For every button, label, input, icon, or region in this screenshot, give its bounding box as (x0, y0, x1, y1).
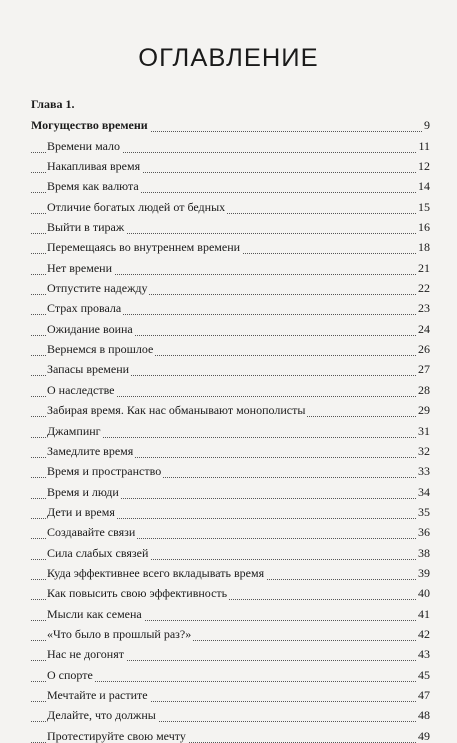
toc-entry-page: 11 (418, 138, 430, 153)
toc-entry-page: 42 (418, 626, 430, 641)
toc-entry-title: Вернемся в прошлое (47, 342, 154, 357)
toc-entry (31, 519, 430, 539)
toc-entry (31, 580, 430, 600)
toc-entry (31, 132, 430, 152)
toc-entry-title: Сила слабых связей (47, 545, 149, 560)
toc-entry-page: 32 (418, 443, 430, 458)
toc-entry (31, 315, 430, 335)
toc-entry-title: Нас не догонят (47, 647, 124, 662)
toc-entry (31, 376, 430, 396)
chapter-label: Глава 1. (31, 97, 75, 111)
toc-entry-title: Запасы времени (47, 362, 130, 377)
toc-entry (31, 153, 430, 173)
toc-entry-page: 34 (418, 484, 430, 499)
toc-entry-title: Куда эффективнее всего вкладывать время (47, 565, 265, 580)
toc-entry-page: 12 (418, 159, 430, 174)
toc-entry-title: Забирая время. Как нас обманывают монополисты (47, 403, 306, 418)
toc-entry-page: 43 (418, 647, 430, 662)
toc-entry (31, 478, 430, 498)
toc-entry (31, 499, 430, 519)
toc-entry (31, 417, 430, 437)
toc-entry-title: Отличие богатых людей от бедных (47, 199, 226, 214)
toc-entry-page: 21 (418, 260, 430, 275)
toc-entry-title: Отпустите надежду (47, 281, 148, 296)
toc-entry-page: 26 (418, 342, 430, 357)
toc-entry-title: Накапливая время (47, 159, 141, 174)
toc-entry-title: Мысли как семена (47, 606, 142, 621)
toc-entry-page: 23 (418, 301, 430, 316)
toc-entry-page: 22 (418, 281, 430, 296)
toc-entry-page: 39 (418, 565, 430, 580)
toc-entry-page: 24 (418, 321, 430, 336)
toc-entry (31, 702, 430, 722)
toc-entry (31, 621, 430, 641)
toc-entry (31, 397, 430, 417)
toc-entry-page: 31 (418, 423, 430, 438)
toc-entry (31, 173, 430, 193)
toc-entry-page: 38 (418, 545, 430, 560)
toc-entry-title: Перемещаясь во внутреннем времени (47, 240, 241, 255)
toc-entry (31, 539, 430, 559)
toc-entry-title: Замедлите время (47, 443, 134, 458)
toc-entry-page: 47 (418, 687, 430, 702)
toc-entry-title: Создавайте связи (47, 525, 136, 540)
toc-entry (31, 295, 430, 315)
toc-entry-page: 35 (418, 504, 430, 519)
toc-entry (31, 214, 430, 234)
toc-entry (31, 275, 430, 295)
toc-entry-title: Протестируйте свою мечту (47, 728, 186, 743)
toc-entry (31, 193, 430, 213)
toc-entry-title: Дети и время (47, 504, 115, 519)
toc-entry (31, 254, 430, 274)
toc-entry-page: 27 (418, 362, 430, 377)
toc-entry (31, 661, 430, 681)
toc-entry-title: Время и пространство (47, 464, 162, 479)
toc-entry-title: «Что было в прошлый раз?» (47, 626, 192, 641)
toc-entry-page: 40 (418, 586, 430, 601)
toc-entry-page: 28 (418, 382, 430, 397)
toc-main-entry (31, 112, 430, 132)
toc-entry-page: 29 (418, 403, 430, 418)
toc-entry-page: 49 (418, 728, 430, 743)
toc-entry-page: 16 (418, 220, 430, 235)
toc-entry (31, 682, 430, 702)
toc-entry (31, 458, 430, 478)
toc-entry (31, 438, 430, 458)
toc-entry-title: Джампинг (47, 423, 101, 438)
toc-entry-page: 18 (418, 240, 430, 255)
toc-entry (31, 600, 430, 620)
toc-entry-title: Делайте, что должны (47, 708, 156, 723)
toc-entry-title: Как повысить свою эффективность (47, 586, 228, 601)
toc-entry (31, 234, 430, 254)
toc-entry-page: 14 (418, 179, 430, 194)
toc-entry-title: Страх провала (47, 301, 122, 316)
toc-entry-title: Ожидание воина (47, 321, 133, 336)
table-of-contents (31, 112, 430, 743)
toc-entry-page: 41 (418, 606, 430, 621)
page-title: ОГЛАВЛЕНИЕ (138, 44, 319, 72)
toc-entry-title: О спорте (47, 667, 93, 682)
toc-entry-title: Нет времени (47, 260, 112, 275)
toc-entry-page: 45 (418, 667, 430, 682)
toc-entry (31, 336, 430, 356)
toc-entry (31, 560, 430, 580)
toc-entry-title: Выйти в тираж (47, 220, 125, 235)
toc-entry (31, 722, 430, 742)
toc-entry-title: Времени мало (47, 138, 121, 153)
toc-entry-title: Могущество времени (31, 118, 148, 133)
toc-entry-page: 15 (418, 199, 430, 214)
toc-entry-title: Мечтайте и растите (47, 687, 148, 702)
toc-entry-page: 9 (424, 118, 430, 133)
toc-entry-title: Время и люди (47, 484, 119, 499)
toc-entry-page: 36 (418, 525, 430, 540)
toc-entry-title: Время как валюта (47, 179, 139, 194)
toc-entry-page: 48 (418, 708, 430, 723)
toc-entry (31, 356, 430, 376)
toc-entry (31, 641, 430, 661)
toc-entry-title: О наследстве (47, 382, 115, 397)
toc-entry-page: 33 (418, 464, 430, 479)
